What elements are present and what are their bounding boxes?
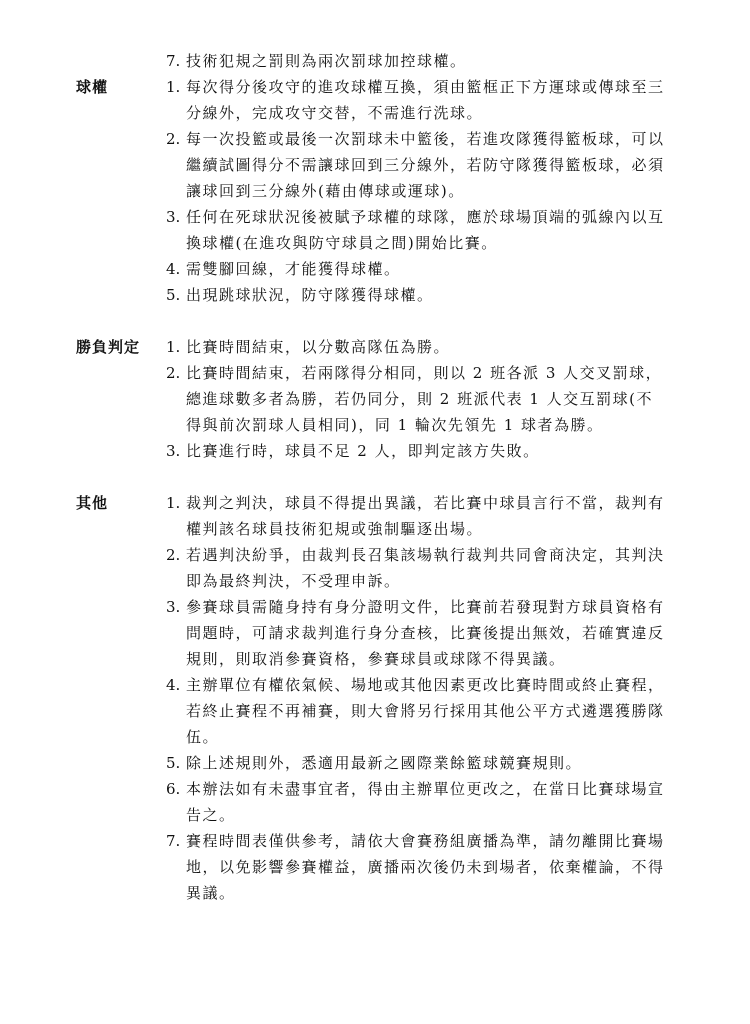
rule-list xyxy=(166,48,666,74)
rule-number: 5. xyxy=(166,286,181,304)
section-spacer xyxy=(0,464,750,490)
rule-item xyxy=(166,334,666,360)
rule-item xyxy=(166,776,666,828)
section-possession xyxy=(0,74,750,308)
rule-number: 3. xyxy=(166,442,181,460)
rule-item xyxy=(166,204,666,256)
rule-number: 1. xyxy=(166,494,181,512)
rule-item xyxy=(166,256,666,282)
rule-item xyxy=(166,594,666,672)
rule-item xyxy=(166,48,666,74)
rule-number: 2. xyxy=(166,130,181,148)
rule-number: 4. xyxy=(166,260,181,278)
rule-item xyxy=(166,282,666,308)
rule-number: 1. xyxy=(166,338,181,356)
rule-text: 除上述規則外，悉適用最新之國際業餘籃球競賽規則。 xyxy=(186,754,583,772)
rule-number: 2. xyxy=(166,364,181,382)
rule-text: 參賽球員需隨身持有身分證明文件，比賽前若發現對方球員資格有問題時，可請求裁判進行身分查核，比賽後提出無效，若確實違反規則，則取消參賽資格，參賽球員或球隊不得異議。 xyxy=(186,598,665,668)
rule-text: 技術犯規之罰則為兩次罰球加控球權。 xyxy=(186,52,467,70)
rule-text: 若遇判決紛爭，由裁判長召集該場執行裁判共同會商決定，其判決即為最終判決，不受理申訴。 xyxy=(186,546,665,590)
rule-item xyxy=(166,438,666,464)
rule-item xyxy=(166,490,666,542)
rule-text: 裁判之判決，球員不得提出異議，若比賽中球員言行不當，裁判有權判該名球員技術犯規或強制驅逐出場。 xyxy=(186,494,665,538)
rule-text: 出現跳球狀況，防守隊獲得球權。 xyxy=(186,286,434,304)
section-other xyxy=(0,490,750,906)
section-heading: 球權 xyxy=(76,78,109,96)
rule-text: 任何在死球狀況後被賦予球權的球隊，應於球場頂端的弧線內以互換球權(在進攻與防守球員之間)開始比賽。 xyxy=(186,208,665,252)
rule-item xyxy=(166,542,666,594)
rule-number: 1. xyxy=(166,78,181,96)
rule-text: 本辦法如有未盡事宜者，得由主辦單位更改之，在當日比賽球場宣告之。 xyxy=(186,780,665,824)
rule-list xyxy=(166,490,666,906)
section-spacer xyxy=(0,308,750,334)
rule-item xyxy=(166,672,666,750)
rule-number: 5. xyxy=(166,754,181,772)
rule-text: 每一次投籃或最後一次罰球未中籃後，若進攻隊獲得籃板球，可以繼續試圖得分不需讓球回到三分線外，若防守隊獲得籃板球，必須讓球回到三分線外(藉由傳球或運球)。 xyxy=(186,130,665,200)
section-heading: 勝負判定 xyxy=(76,338,141,356)
rule-item xyxy=(166,360,666,438)
section-winner-determination xyxy=(0,334,750,464)
rule-item xyxy=(166,750,666,776)
rule-number: 3. xyxy=(166,208,181,226)
document-page xyxy=(0,48,750,906)
rule-number: 7. xyxy=(166,832,181,850)
rule-list xyxy=(166,334,666,464)
rule-number: 7. xyxy=(166,52,181,70)
rule-item xyxy=(166,828,666,906)
rule-text: 主辦單位有權依氣候、場地或其他因素更改比賽時間或終止賽程，若終止賽程不再補賽，則大會將另行採用其他公平方式遴選獲勝隊伍。 xyxy=(186,676,665,746)
rule-list xyxy=(166,74,666,308)
rule-text: 每次得分後攻守的進攻球權互換，須由籃框正下方運球或傳球至三分線外，完成攻守交替，不需進行洗球。 xyxy=(186,78,665,122)
rule-item xyxy=(166,74,666,126)
rule-item xyxy=(166,126,666,204)
section-continuation xyxy=(0,48,750,74)
rule-number: 2. xyxy=(166,546,181,564)
rule-text: 需雙腳回線，才能獲得球權。 xyxy=(186,260,401,278)
rule-number: 4. xyxy=(166,676,181,694)
rule-number: 6. xyxy=(166,780,181,798)
rule-text: 比賽時間結束，以分數高隊伍為勝。 xyxy=(186,338,451,356)
section-heading: 其他 xyxy=(76,494,109,512)
rule-text: 比賽進行時，球員不足 2 人，即判定該方失敗。 xyxy=(186,442,540,460)
rule-number: 3. xyxy=(166,598,181,616)
rule-text: 賽程時間表僅供參考，請依大會賽務組廣播為準，請勿離開比賽場地，以免影響參賽權益，廣播兩次後仍未到場者，依棄權論，不得異議。 xyxy=(186,832,665,902)
rule-text: 比賽時間結束，若兩隊得分相同，則以 2 班各派 3 人交叉罰球，總進球數多者為勝，若仍同分，則 2 班派代表 1 人交互罰球(不得與前次罰球人員相同)，同 1 輪次先領先 1 球者為勝。 xyxy=(186,364,663,434)
